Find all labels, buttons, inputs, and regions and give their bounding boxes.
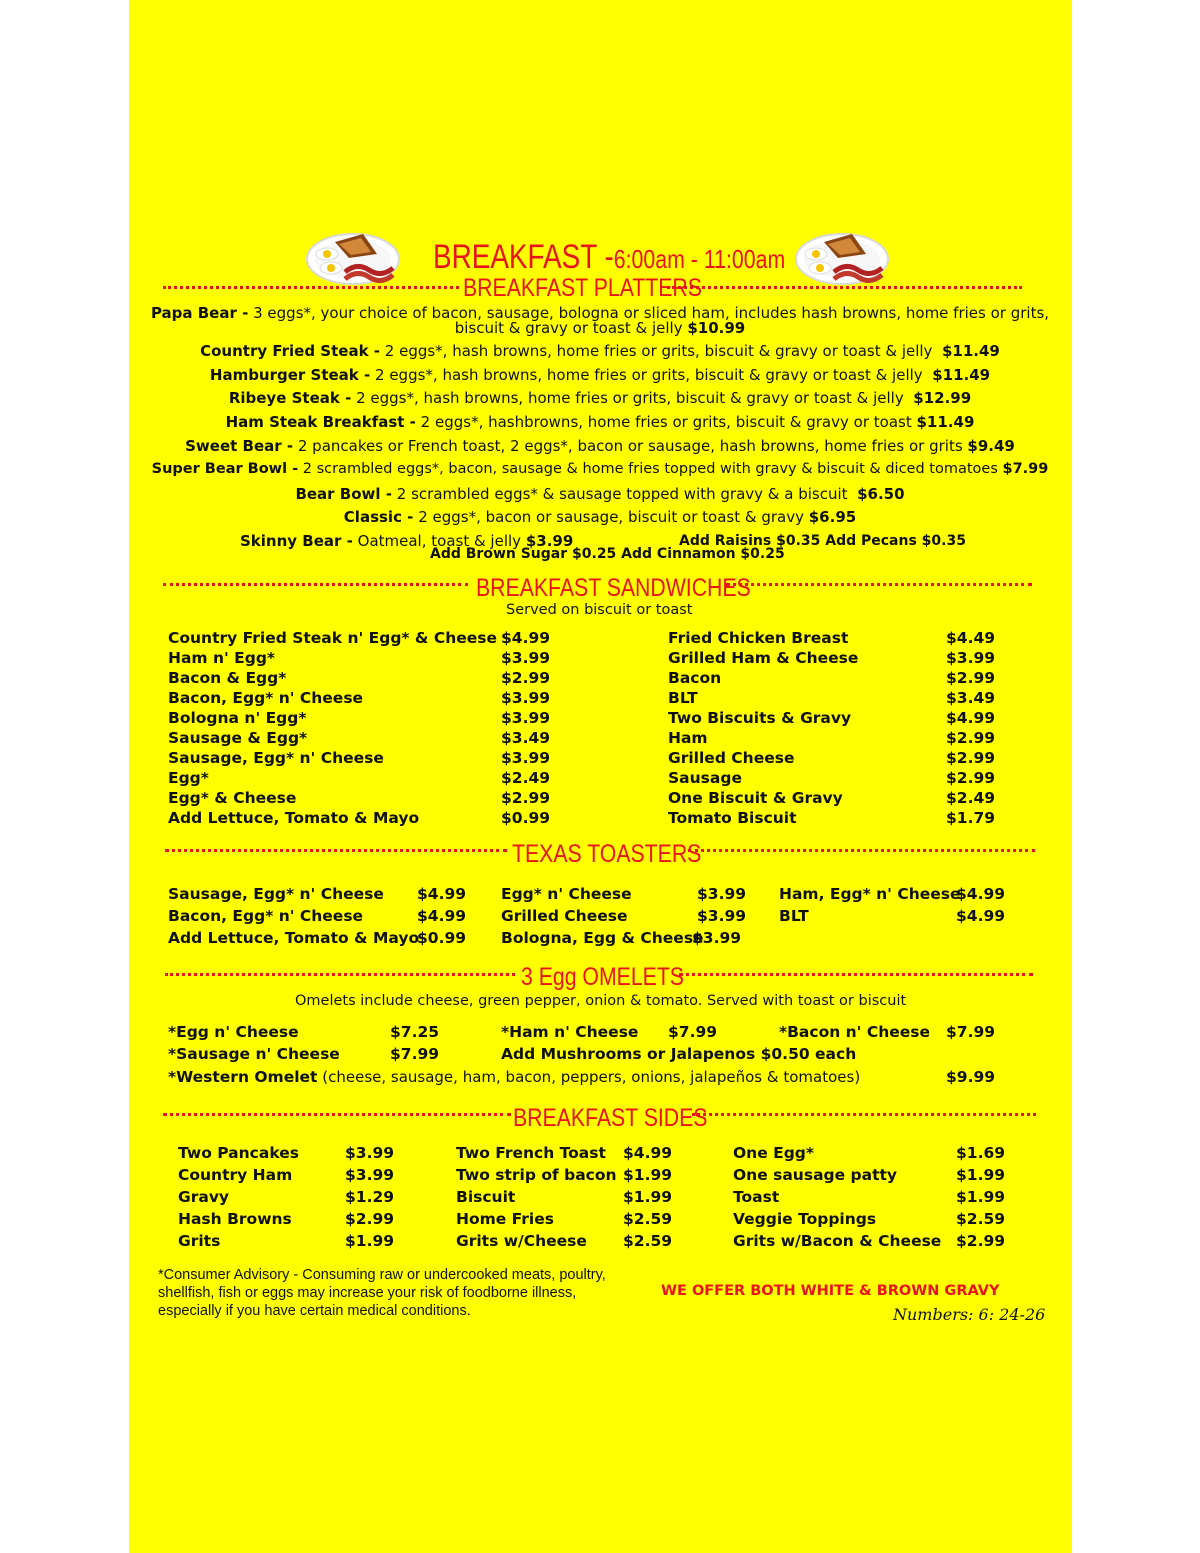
menu-item-price: $1.99 <box>623 1188 673 1206</box>
divider <box>667 286 1022 289</box>
menu-item-name: Bacon, Egg* n' Cheese <box>168 907 364 925</box>
menu-item-name: Grilled Cheese <box>501 907 628 925</box>
divider <box>726 583 1032 586</box>
menu-item-price: $3.99 <box>501 749 551 767</box>
item-desc: 2 eggs*, hash browns, home fries or grits, biscuit & gravy or toast & jelly <box>384 342 933 360</box>
menu-item-name: Bologna n' Egg* <box>168 709 307 727</box>
menu-item-price: $4.99 <box>417 907 467 925</box>
section-title-sides: BREAKFAST SIDES <box>513 1104 708 1132</box>
menu-item-name: Grilled Ham & Cheese <box>668 649 859 667</box>
item-name: Ham Steak Breakfast - <box>225 413 416 431</box>
menu-item-price: $1.99 <box>623 1166 673 1184</box>
omelet-price: $9.99 <box>946 1068 996 1086</box>
item-price: $3.99 <box>525 532 574 550</box>
menu-item-name: Add Lettuce, Tomato & Mayo <box>168 929 420 947</box>
platter-row <box>0 342 1200 360</box>
item-name: Sweet Bear - <box>185 437 294 455</box>
menu-item-name: Sausage <box>668 769 742 787</box>
menu-item-name: Ham n' Egg* <box>168 649 276 667</box>
menu-item-price: $4.99 <box>501 629 551 647</box>
item-price: $11.49 <box>941 342 1000 360</box>
menu-item-price: $2.99 <box>946 729 996 747</box>
menu-item-price: $4.99 <box>946 709 996 727</box>
menu-item-name: One Biscuit & Gravy <box>668 789 843 807</box>
menu-item-name: Two Biscuits & Gravy <box>668 709 852 727</box>
menu-title <box>433 238 785 277</box>
item-desc: (cheese, sausage, ham, bacon, peppers, onions, jalapeños & tomatoes) <box>322 1068 861 1086</box>
menu-item-price: $3.49 <box>501 729 551 747</box>
menu-item-name: Grits w/Cheese <box>456 1232 587 1250</box>
menu-item-name: Bacon <box>668 669 722 687</box>
menu-item-name: Sausage, Egg* n' Cheese <box>168 749 384 767</box>
menu-item-name: Veggie Toppings <box>733 1210 877 1228</box>
menu-item-price: $2.49 <box>946 789 996 807</box>
item-desc: 2 eggs*, hash browns, home fries or grits, biscuit & gravy or toast & jelly <box>356 389 904 407</box>
menu-item-price: $2.99 <box>956 1232 1006 1250</box>
menu-item-price: $3.99 <box>697 885 747 903</box>
menu-item-name: Country Ham <box>178 1166 293 1184</box>
section-title-platters: BREAKFAST PLATTERS <box>463 274 702 302</box>
menu-item-price: $3.99 <box>501 649 551 667</box>
divider <box>165 973 515 976</box>
menu-item-price: $2.59 <box>956 1210 1006 1228</box>
item-price: $11.49 <box>916 413 975 431</box>
consumer-advisory <box>158 1266 606 1320</box>
menu-item-price: $2.99 <box>501 669 551 687</box>
menu-item-price: $0.99 <box>417 929 467 947</box>
menu-item-name: Toast <box>733 1188 780 1206</box>
menu-item-name: One sausage patty <box>733 1166 898 1184</box>
item-desc: Oatmeal, toast & jelly <box>357 532 522 550</box>
platter-row <box>0 508 1200 526</box>
item-name: Bear Bowl - <box>295 485 392 503</box>
menu-item-name: Bacon, Egg* n' Cheese <box>168 689 364 707</box>
platter-addons: Add Brown Sugar $0.25 Add Cinnamon $0.25 <box>430 546 785 562</box>
menu-item-price: $2.99 <box>946 749 996 767</box>
divider <box>163 1113 511 1116</box>
menu-item-price: $4.99 <box>956 907 1006 925</box>
menu-item-name: Tomato Biscuit <box>668 809 797 827</box>
menu-item-name: Ham, Egg* n' Cheese <box>779 885 961 903</box>
omelet-price: $7.25 <box>390 1023 440 1041</box>
menu-item-name: Add Lettuce, Tomato & Mayo <box>168 809 420 827</box>
divider <box>163 583 468 586</box>
omelet-item: *Sausage n' Cheese <box>168 1045 340 1063</box>
menu-item-price: $3.49 <box>946 689 996 707</box>
section-title-omelets: 3 Egg OMELETS <box>521 963 684 991</box>
menu-item-price: $2.59 <box>623 1210 673 1228</box>
omelet-price: $7.99 <box>390 1045 440 1063</box>
item-price: $11.49 <box>932 366 991 384</box>
menu-item-name: Grits w/Bacon & Cheese <box>733 1232 942 1250</box>
page-numbers: Numbers: 6: 24-26 <box>893 1305 1046 1324</box>
section-subtitle: Served on biscuit or toast <box>506 602 693 618</box>
omelet-price: $7.99 <box>946 1023 996 1041</box>
menu-item-price: $1.99 <box>956 1166 1006 1184</box>
menu-item-price: $2.59 <box>623 1232 673 1250</box>
omelet-price: $7.99 <box>668 1023 718 1041</box>
menu-item-price: $1.99 <box>956 1188 1006 1206</box>
item-desc: 2 pancakes or French toast, 2 eggs*, bacon or sausage, hash browns, home fries or grits <box>297 437 963 455</box>
item-name: Super Bear Bowl - <box>151 461 299 477</box>
platter-row <box>0 437 1200 455</box>
section-title-toasters: TEXAS TOASTERS <box>512 840 702 868</box>
menu-item-price: $1.79 <box>946 809 996 827</box>
platter-papa-bear-cont <box>0 319 1200 337</box>
item-desc: 3 eggs*, your choice of bacon, sausage, bologna or sliced ham, includes hash browns, home fries or grits, <box>253 304 1050 322</box>
gravy-notice: WE OFFER BOTH WHITE & BROWN GRAVY <box>661 1283 1000 1299</box>
platter-addons: Add Raisins $0.35 Add Pecans $0.35 <box>679 533 966 549</box>
menu-item-name: Fried Chicken Breast <box>668 629 849 647</box>
menu-item-name: Two French Toast <box>456 1144 606 1162</box>
item-price: $10.99 <box>687 319 746 337</box>
menu-item-name: Sausage & Egg* <box>168 729 308 747</box>
advisory-line: *Consumer Advisory - Consuming raw or undercooked meats, poultry, <box>158 1267 606 1283</box>
omelet-western <box>168 1068 860 1086</box>
menu-item-price: $0.99 <box>501 809 551 827</box>
menu-item-name: Two Pancakes <box>178 1144 299 1162</box>
platter-row <box>0 413 1200 431</box>
menu-item-name: Two strip of bacon <box>456 1166 617 1184</box>
breakfast-hours: 6:00am - 11:00am <box>613 244 786 274</box>
menu-item-price: $3.99 <box>501 709 551 727</box>
breakfast-plate-icon <box>794 228 890 286</box>
platter-row <box>0 485 1200 503</box>
item-desc: 2 eggs*, bacon or sausage, biscuit or toast & gravy <box>418 508 804 526</box>
menu-item-price: $4.99 <box>623 1144 673 1162</box>
item-price: $7.99 <box>1002 461 1049 477</box>
item-price: $12.99 <box>913 389 972 407</box>
menu-item-price: $3.99 <box>692 929 742 947</box>
divider <box>679 973 1033 976</box>
menu-item-name: Egg* n' Cheese <box>501 885 632 903</box>
omelet-item: *Ham n' Cheese <box>501 1023 639 1041</box>
section-title-sandwiches: BREAKFAST SANDWICHES <box>476 574 751 602</box>
omelet-addon: Add Mushrooms or Jalapenos $0.50 each <box>501 1045 857 1063</box>
menu-item-price: $1.29 <box>345 1188 395 1206</box>
menu-item-name: Grits <box>178 1232 221 1250</box>
section-subtitle: Omelets include cheese, green pepper, onion & tomato. Served with toast or biscuit <box>295 993 907 1009</box>
item-desc: 2 eggs*, hashbrowns, home fries or grits, biscuit & gravy or toast <box>420 413 912 431</box>
divider <box>688 849 1035 852</box>
menu-item-price: $4.49 <box>946 629 996 647</box>
menu-item-name: Egg* & Cheese <box>168 789 297 807</box>
item-desc: 2 scrambled eggs* & sausage topped with gravy & a biscuit <box>396 485 848 503</box>
menu-item-price: $1.99 <box>345 1232 395 1250</box>
item-desc: 2 scrambled eggs*, bacon, sausage & home fries topped with gravy & biscuit & diced tomatoes <box>302 461 998 477</box>
menu-item-price: $2.99 <box>946 769 996 787</box>
menu-item-price: $3.99 <box>697 907 747 925</box>
advisory-line: especially if you have certain medical conditions. <box>158 1303 471 1319</box>
menu-item-name: Egg* <box>168 769 209 787</box>
menu-item-name: Sausage, Egg* n' Cheese <box>168 885 384 903</box>
breakfast-plate-icon <box>305 228 401 286</box>
item-name: Papa Bear - <box>150 304 249 322</box>
breakfast-heading: BREAKFAST - <box>433 238 614 276</box>
menu-item-price: $4.99 <box>417 885 467 903</box>
menu-item-price: $3.99 <box>501 689 551 707</box>
menu-item-name: BLT <box>779 907 809 925</box>
menu-item-name: Home Fries <box>456 1210 554 1228</box>
menu-item-name: Gravy <box>178 1188 230 1206</box>
item-name: Classic - <box>343 508 414 526</box>
platter-row <box>0 389 1200 407</box>
item-name: Skinny Bear - <box>240 532 353 550</box>
menu-item-name: Bacon & Egg* <box>168 669 287 687</box>
menu-item-price: $1.69 <box>956 1144 1006 1162</box>
item-price: $6.95 <box>808 508 857 526</box>
menu-item-name: Hash Browns <box>178 1210 292 1228</box>
menu-item-price: $2.49 <box>501 769 551 787</box>
item-desc: biscuit & gravy or toast & jelly <box>454 319 683 337</box>
menu-item-price: $2.99 <box>345 1210 395 1228</box>
item-name: Hamburger Steak - <box>209 366 371 384</box>
divider <box>163 286 459 289</box>
item-name: *Western Omelet <box>168 1068 318 1086</box>
menu-item-price: $2.99 <box>501 789 551 807</box>
menu-item-name: Ham <box>668 729 708 747</box>
menu-item-name: Biscuit <box>456 1188 516 1206</box>
platter-row <box>0 366 1200 384</box>
item-name: Country Fried Steak - <box>200 342 380 360</box>
omelet-item: *Egg n' Cheese <box>168 1023 299 1041</box>
menu-item-price: $3.99 <box>345 1144 395 1162</box>
menu-item-name: BLT <box>668 689 698 707</box>
menu-item-name: One Egg* <box>733 1144 815 1162</box>
menu-item-name: Grilled Cheese <box>668 749 795 767</box>
item-price: $6.50 <box>857 485 905 503</box>
menu-item-price: $4.99 <box>956 885 1006 903</box>
menu-item-price: $2.99 <box>946 669 996 687</box>
omelet-item: *Bacon n' Cheese <box>779 1023 930 1041</box>
menu-item-price: $3.99 <box>946 649 996 667</box>
advisory-line: shellfish, fish or eggs may increase your risk of foodborne illness, <box>158 1285 577 1301</box>
item-price: $9.49 <box>967 437 1015 455</box>
menu-item-name: Bologna, Egg & Cheese <box>501 929 704 947</box>
divider <box>692 1113 1036 1116</box>
item-name: Ribeye Steak - <box>228 389 352 407</box>
divider <box>165 849 507 852</box>
menu-item-name: Country Fried Steak n' Egg* & Cheese <box>168 629 497 647</box>
platter-row <box>0 461 1200 477</box>
menu-item-price: $3.99 <box>345 1166 395 1184</box>
item-desc: 2 eggs*, hash browns, home fries or grits, biscuit & gravy or toast & jelly <box>375 366 923 384</box>
